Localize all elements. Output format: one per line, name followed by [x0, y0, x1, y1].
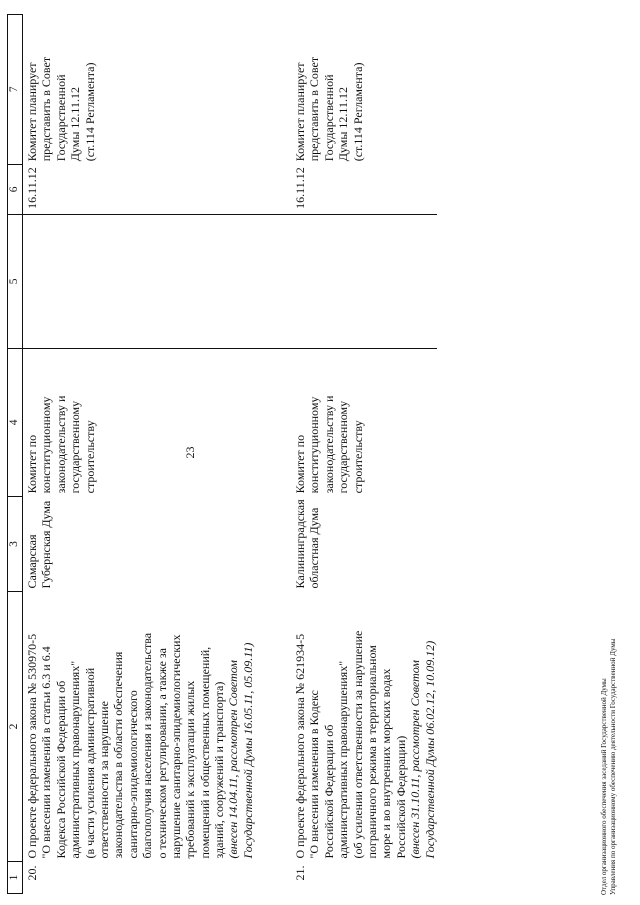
- initiator-line: Губернская Дума: [39, 500, 54, 589]
- plan-line: Комитет планирует: [25, 62, 39, 162]
- bill-line: законодательства в области обеспечения: [111, 651, 126, 859]
- committee-line: конституционному: [39, 396, 54, 494]
- bill-line: пограничного режима в территориальном: [364, 645, 379, 859]
- committee-line: законодательству и: [321, 395, 336, 494]
- bill-line: административных правонарушениях": [336, 660, 351, 859]
- table-row: [291, 14, 437, 893]
- column-header: 4: [8, 348, 23, 496]
- initiator-line: Калининградская: [293, 499, 307, 589]
- bill-line: о техническом регулировании, а также за: [154, 648, 169, 859]
- bill-note-line: (внесен 31.10.11, рассмотрен Советом: [408, 660, 423, 859]
- bill-line: Российской Федерации об: [321, 724, 336, 859]
- date-cell: 16.11.12: [25, 167, 39, 209]
- footer-line: Управления по организационному обеспечению деятельности Государственной Думы: [609, 638, 618, 895]
- plan-line: (ст.114 Регламента): [82, 62, 97, 162]
- initiator: [291, 496, 437, 591]
- initiator: [23, 496, 292, 591]
- page-number: 23: [183, 446, 197, 459]
- committee-line: Комитет по: [293, 434, 307, 494]
- bill-line: О проекте федерального закона № 530970-5: [25, 633, 39, 859]
- row-number: 21.: [293, 865, 307, 881]
- initiator-line: Самарская: [25, 534, 39, 589]
- committee-line: Комитет по: [25, 434, 39, 494]
- committee-line: строительству: [350, 420, 365, 494]
- column-header: 5: [8, 214, 23, 348]
- bill-line: нарушение санитарно-эпидемиологических: [168, 634, 183, 859]
- bill-line: (об усилении ответственности за нарушение: [350, 630, 365, 859]
- bill-line: "О внесении изменений в статьи 6.3 и 6.4: [39, 646, 54, 859]
- table-row: [23, 14, 292, 893]
- column-header: 2: [8, 592, 23, 862]
- footer-note: [600, 639, 618, 895]
- committee: [291, 348, 437, 496]
- date-cell: 16.11.12: [293, 167, 307, 209]
- column-header: 3: [8, 496, 23, 591]
- bill-note-line: Государственной Думы 06.02.12, 10.09.12): [422, 640, 437, 859]
- footer-line: Отдел организационного обеспечения заседаний Государственной Думы: [600, 678, 608, 895]
- column-header: 1: [8, 862, 23, 894]
- bill-line: помещений и общественных помещений,: [197, 646, 212, 859]
- bill-title: [23, 592, 292, 862]
- plan-line: представить в Совет: [39, 56, 54, 162]
- plan-line: (ст.114 Регламента): [350, 62, 365, 162]
- bills-table: [7, 14, 437, 894]
- plan-line: Думы 12.11.12: [336, 87, 351, 162]
- plan-cell: [23, 14, 292, 164]
- column-header: 7: [8, 14, 23, 164]
- plan-cell: [291, 14, 437, 164]
- column-5-cell: [291, 214, 437, 348]
- bill-line: благополучия населения и законодательства: [140, 632, 155, 859]
- bill-line: зданий, сооружений и транспорта): [212, 681, 227, 859]
- bill-line: административных правонарушениях": [68, 660, 83, 859]
- committee-line: конституционному: [307, 396, 322, 494]
- committee-line: строительству: [82, 420, 97, 494]
- bill-line: море и во внутренних морских водах: [379, 668, 394, 859]
- bill-note-line: Государственной Думы 16.05.11, 05.09.11): [240, 642, 255, 859]
- plan-line: представить в Совет: [307, 56, 322, 162]
- column-5-cell: [23, 214, 292, 348]
- table-header-row: [8, 14, 23, 893]
- committee-line: законодательству и: [53, 395, 68, 494]
- plan-line: Государственной: [53, 74, 68, 162]
- bill-line: О проекте федерального закона № 621934-5: [293, 633, 307, 859]
- committee: [23, 348, 292, 496]
- bill-line: Российской Федерации): [393, 735, 408, 859]
- bill-line: (в части усиления административной: [82, 667, 97, 859]
- initiator-line: областная Дума: [307, 507, 322, 589]
- plan-line: Думы 12.11.12: [68, 87, 83, 162]
- committee-line: государственному: [336, 400, 351, 494]
- row-number: 20.: [25, 865, 39, 881]
- bill-title: [291, 592, 437, 862]
- plan-line: Государственной: [321, 74, 336, 162]
- plan-line: Комитет планирует: [293, 62, 307, 162]
- bill-line: "О внесении изменения в Кодекс: [307, 690, 322, 859]
- committee-line: государственному: [68, 400, 83, 494]
- bill-line: санитарно-эпидемиологического: [125, 690, 140, 859]
- bill-line: ответственности за нарушение: [96, 701, 111, 859]
- column-header: 6: [8, 164, 23, 214]
- bill-line: требований к эксплуатации жилых: [183, 680, 198, 859]
- bill-line: Кодекса Российской Федерации об: [53, 680, 68, 859]
- bill-note-line: (внесен 14.04.11, рассмотрен Советом: [226, 660, 241, 859]
